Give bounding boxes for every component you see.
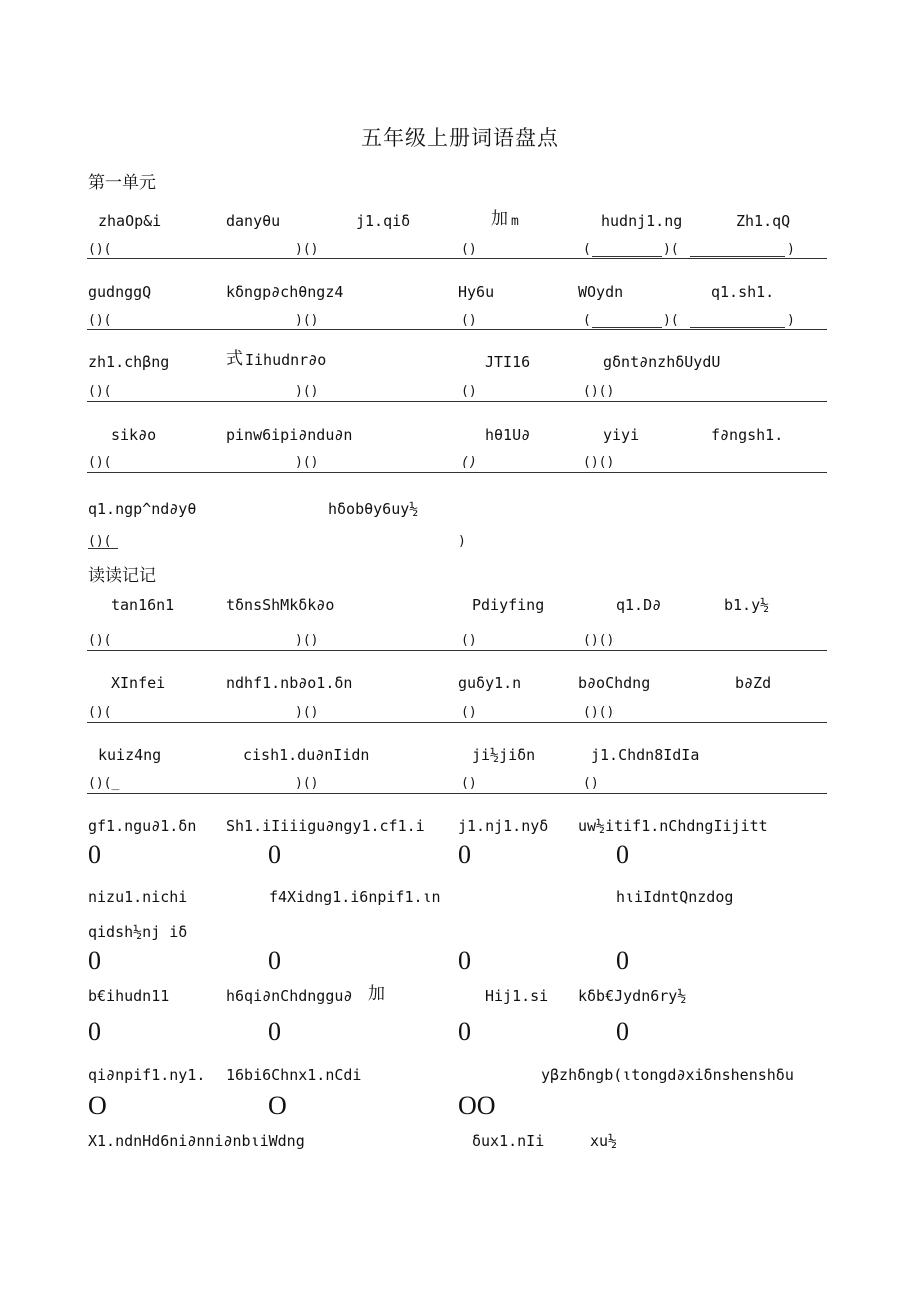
- answer-parentheses[interactable]: (): [461, 705, 477, 720]
- pinyin-text: Hij1.si: [485, 987, 549, 1005]
- pinyin-text: f4Xidng1.i6npif1.ιn: [269, 888, 441, 906]
- answer-mark[interactable]: 0: [268, 840, 281, 869]
- answer-parentheses[interactable]: (): [461, 455, 477, 470]
- answer-mark[interactable]: 0: [616, 840, 629, 869]
- answer-parentheses[interactable]: )(: [663, 313, 679, 328]
- answer-parentheses[interactable]: )(): [295, 313, 319, 328]
- pinyin-text: hδobθy6uy½: [328, 500, 419, 518]
- answer-mark[interactable]: OO: [458, 1091, 496, 1120]
- answer-mark[interactable]: 0: [268, 946, 281, 975]
- pinyin-text: q1.ngp^nd∂yθ: [88, 500, 197, 518]
- row-divider: [87, 722, 827, 723]
- row-divider: [87, 401, 827, 402]
- pinyin-text: tan16n1: [111, 596, 175, 614]
- answer-parentheses[interactable]: (): [461, 633, 477, 648]
- answer-parentheses[interactable]: (): [461, 776, 477, 791]
- answer-parentheses[interactable]: )(): [295, 776, 319, 791]
- answer-parentheses[interactable]: ()(: [88, 633, 112, 648]
- answer-parentheses[interactable]: ()(_: [88, 776, 120, 791]
- pinyin-text: gδnt∂nzhδUydU: [603, 353, 721, 371]
- pinyin-text: Iihudnr∂o: [245, 351, 327, 369]
- answer-blank[interactable]: [592, 327, 662, 328]
- pinyin-text: q1.D∂: [616, 596, 662, 614]
- pinyin-text: WOydn: [578, 283, 624, 301]
- answer-parentheses[interactable]: ()(: [88, 242, 112, 257]
- pinyin-text: m: [511, 214, 519, 229]
- answer-blank[interactable]: [592, 256, 662, 257]
- pinyin-text: yβzhδngb(ιtongd∂xiδnshenshδu: [541, 1066, 794, 1084]
- answer-parentheses[interactable]: ): [787, 313, 795, 328]
- chinese-character: 式: [226, 349, 243, 369]
- pinyin-text: xu½: [590, 1132, 618, 1150]
- pinyin-text: tδnsShMkδk∂o: [226, 596, 335, 614]
- pinyin-text: sik∂o: [111, 426, 157, 444]
- pinyin-text: uw½itif1.nChdngIijitt: [578, 817, 768, 835]
- answer-mark[interactable]: 0: [458, 946, 471, 975]
- answer-parentheses[interactable]: (): [461, 313, 477, 328]
- pinyin-text: h6qi∂nChdnggu∂: [226, 987, 353, 1005]
- pinyin-text: danyθu: [226, 212, 281, 230]
- pinyin-text: yiyi: [603, 426, 640, 444]
- row-divider: [87, 258, 827, 259]
- pinyin-text: nizu1.nichi: [88, 888, 188, 906]
- row-divider: [87, 472, 827, 473]
- answer-mark[interactable]: 0: [616, 1017, 629, 1046]
- row-divider: [87, 650, 827, 651]
- chinese-character: 加: [491, 209, 508, 229]
- answer-parentheses[interactable]: )(): [295, 242, 319, 257]
- pinyin-text: XInfei: [111, 674, 166, 692]
- answer-blank[interactable]: [690, 327, 785, 328]
- pinyin-text: zhaOp&i: [98, 212, 162, 230]
- pinyin-text: kδngp∂chθngz4: [226, 283, 344, 301]
- pinyin-text: cish1.du∂nIidn: [243, 746, 370, 764]
- pinyin-text: qidsh½nj iδ: [88, 923, 188, 941]
- pinyin-text: 16bi6Chnx1.nCdi: [226, 1066, 362, 1084]
- answer-mark[interactable]: 0: [88, 840, 101, 869]
- answer-mark[interactable]: 0: [616, 946, 629, 975]
- answer-blank[interactable]: [88, 548, 118, 549]
- pinyin-text: b∂Zd: [735, 674, 772, 692]
- row-divider: [87, 329, 827, 330]
- answer-parentheses[interactable]: ): [787, 242, 795, 257]
- pinyin-text: hudnj1.ng: [601, 212, 683, 230]
- chinese-character: 加: [368, 984, 385, 1004]
- answer-parentheses[interactable]: ()(: [88, 455, 112, 470]
- pinyin-text: b∂oChdng: [578, 674, 651, 692]
- answer-parentheses[interactable]: (: [583, 242, 591, 257]
- pinyin-text: j1.nj1.nyδ: [458, 817, 549, 835]
- answer-parentheses[interactable]: )(): [295, 705, 319, 720]
- answer-parentheses[interactable]: )(): [295, 633, 319, 648]
- pinyin-text: gf1.ngu∂1.δn: [88, 817, 197, 835]
- pinyin-text: zh1.chβng: [88, 353, 170, 371]
- answer-mark[interactable]: O: [88, 1091, 107, 1120]
- answer-parentheses[interactable]: ()(: [88, 534, 112, 549]
- pinyin-text: hιiIdntQnzdog: [616, 888, 734, 906]
- row-divider: [87, 793, 827, 794]
- section-heading-read: 读读记记: [88, 566, 156, 586]
- answer-parentheses[interactable]: (): [461, 384, 477, 399]
- answer-parentheses[interactable]: (): [583, 776, 599, 791]
- pinyin-text: kδb€Jydn6ry½: [578, 987, 687, 1005]
- pinyin-text: j1.qiδ: [356, 212, 411, 230]
- pinyin-text: Zh1.qQ: [736, 212, 791, 230]
- answer-mark[interactable]: 0: [88, 946, 101, 975]
- answer-parentheses[interactable]: ()(: [88, 313, 112, 328]
- pinyin-text: δux1.nIi: [472, 1132, 545, 1150]
- section-heading-unit1: 第一单元: [88, 173, 156, 193]
- answer-parentheses[interactable]: )(): [295, 384, 319, 399]
- pinyin-text: JTI16: [485, 353, 531, 371]
- pinyin-text: ndhf1.nb∂o1.δn: [226, 674, 353, 692]
- pinyin-text: gudnggQ: [88, 283, 152, 301]
- pinyin-text: b1.y½: [724, 596, 770, 614]
- pinyin-text: guδy1.n: [458, 674, 522, 692]
- pinyin-text: b€ihudn11: [88, 987, 170, 1005]
- pinyin-text: q1.sh1.: [711, 283, 775, 301]
- answer-blank[interactable]: [690, 256, 785, 257]
- pinyin-text: Hy6u: [458, 283, 495, 301]
- pinyin-text: Sh1.iIiiigu∂ngy1.cf1.i: [226, 817, 425, 835]
- answer-parentheses[interactable]: )(): [295, 455, 319, 470]
- page-title: 五年级上册词语盘点: [361, 126, 559, 150]
- pinyin-text: hθ1U∂: [485, 426, 531, 444]
- pinyin-text: ji½jiδn: [472, 746, 536, 764]
- answer-parentheses[interactable]: ()(): [583, 633, 615, 648]
- answer-parentheses[interactable]: ()(): [583, 455, 615, 470]
- answer-mark[interactable]: O: [268, 1091, 287, 1120]
- answer-mark[interactable]: 0: [268, 1017, 281, 1046]
- pinyin-text: pinw6ipi∂ndu∂n: [226, 426, 353, 444]
- answer-mark[interactable]: 0: [458, 1017, 471, 1046]
- pinyin-text: kuiz4ng: [98, 746, 162, 764]
- answer-parentheses[interactable]: ()(: [88, 384, 112, 399]
- pinyin-text: X1.ndnHd6ni∂nni∂nbιiWdng: [88, 1132, 305, 1150]
- answer-mark[interactable]: 0: [458, 840, 471, 869]
- answer-parentheses[interactable]: ()(): [583, 705, 615, 720]
- answer-parentheses[interactable]: )(: [663, 242, 679, 257]
- answer-parentheses[interactable]: ()(: [88, 705, 112, 720]
- answer-parentheses[interactable]: ): [458, 534, 466, 549]
- answer-mark[interactable]: 0: [88, 1017, 101, 1046]
- pinyin-text: Pdiyfing: [472, 596, 545, 614]
- pinyin-text: qi∂npif1.ny1.: [88, 1066, 206, 1084]
- pinyin-text: f∂ngsh1.: [711, 426, 784, 444]
- answer-parentheses[interactable]: (: [583, 313, 591, 328]
- answer-parentheses[interactable]: ()(): [583, 384, 615, 399]
- pinyin-text: j1.Chdn8IdIa: [591, 746, 700, 764]
- answer-parentheses[interactable]: (): [461, 242, 477, 257]
